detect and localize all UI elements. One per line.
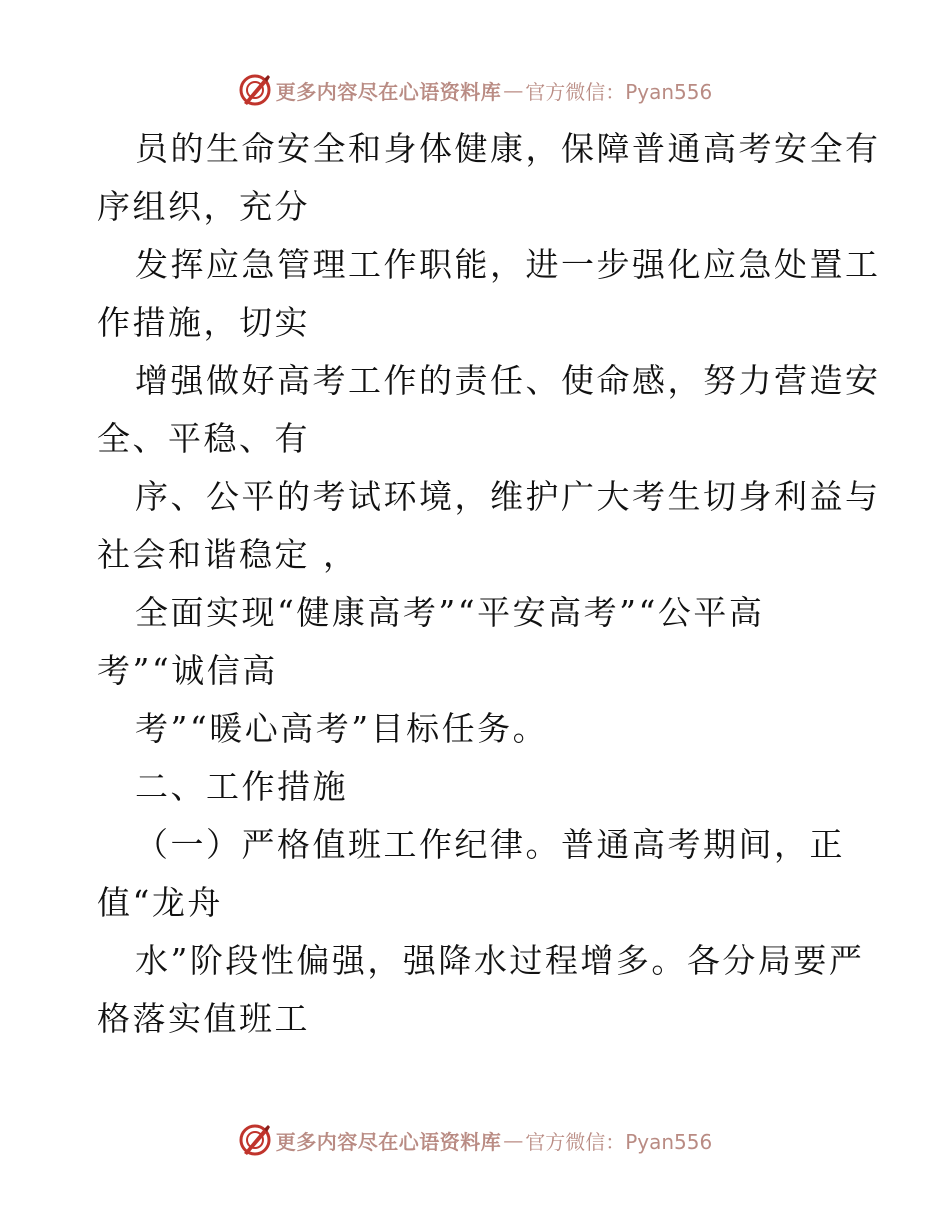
header-wechat-text: 官方微信：Pyan556 xyxy=(525,79,713,104)
body-line: 社会和谐稳定 ， xyxy=(97,535,359,574)
body-line: 序组织，充分 xyxy=(97,187,310,226)
body-line: 水”阶段性偏强，强降水过程增多。各分局要严 xyxy=(135,941,865,980)
footer-wechat-text: 官方微信：Pyan556 xyxy=(525,1129,713,1154)
body-line: （一）严格值班工作纪律。普通高考期间，正 xyxy=(135,825,845,864)
header-banner xyxy=(0,70,950,110)
pen-logo-icon xyxy=(238,73,272,107)
body-line: 值“龙舟 xyxy=(97,883,223,922)
body-line: 考”“诚信高 xyxy=(97,651,278,690)
body-line: 全面实现“健康高考”“平安高考”“公平高 xyxy=(135,593,765,632)
body-line: 作措施，切实 xyxy=(97,303,310,342)
body-line: 格落实值班工 xyxy=(97,999,310,1038)
pen-logo-icon xyxy=(238,1123,272,1157)
footer-banner xyxy=(0,1120,950,1160)
body-line: 发挥应急管理工作职能，进一步强化应急处置工 xyxy=(135,245,881,284)
body-line: 全、平稳、有 xyxy=(97,419,310,458)
header-separator: — xyxy=(503,78,524,102)
body-line: 增强做好高考工作的责任、使命感，努力营造安 xyxy=(135,361,881,400)
document-body xyxy=(97,120,881,1048)
footer-separator: — xyxy=(503,1128,524,1152)
footer-brand-text: 更多内容尽在心语资料库 xyxy=(275,1129,502,1154)
body-line: 员的生命安全和身体健康，保障普通高考安全有 xyxy=(135,129,881,168)
header-brand-text: 更多内容尽在心语资料库 xyxy=(275,79,502,104)
body-line: 序、公平的考试环境，维护广大考生切身利益与 xyxy=(135,477,881,516)
section-heading: 二、工作措施 xyxy=(135,767,348,806)
body-line: 考”“暖心高考”目标任务。 xyxy=(135,709,549,748)
